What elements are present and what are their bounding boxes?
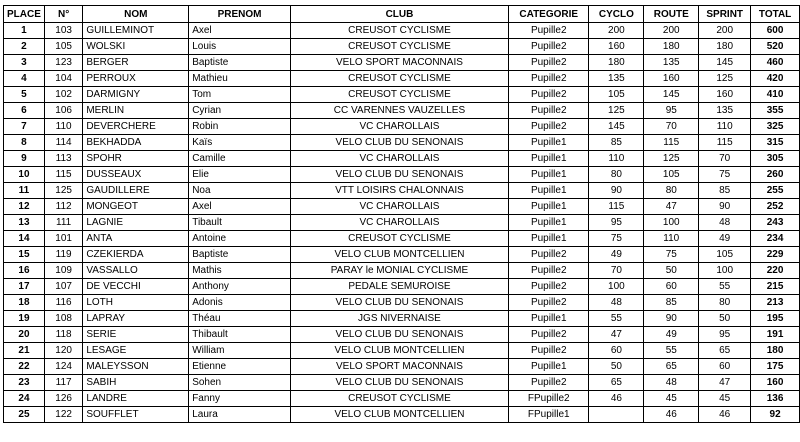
sprint-cell: 135: [699, 103, 751, 119]
place-cell: 16: [4, 263, 45, 279]
sprint-cell: 50: [699, 311, 751, 327]
categorie-cell: Pupille1: [509, 215, 589, 231]
col-number-header: N°: [44, 6, 82, 23]
table-row: [4, 151, 800, 167]
place-cell: 9: [4, 151, 45, 167]
nom-cell: SABIH: [83, 375, 189, 391]
nom-cell: BEKHADDA: [83, 135, 189, 151]
club-cell: CREUSOT CYCLISME: [290, 71, 508, 87]
total-cell: 234: [751, 231, 800, 247]
col-sprint-header: SPRINT: [699, 6, 751, 23]
total-cell: 220: [751, 263, 800, 279]
place-cell: 23: [4, 375, 45, 391]
total-cell: 460: [751, 55, 800, 71]
sprint-cell: 115: [699, 135, 751, 151]
total-cell: 229: [751, 247, 800, 263]
categorie-cell: Pupille2: [509, 279, 589, 295]
cyclo-cell: 100: [589, 279, 644, 295]
cyclo-cell: 160: [589, 39, 644, 55]
nom-cell: SPOHR: [83, 151, 189, 167]
categorie-cell: Pupille1: [509, 199, 589, 215]
place-cell: 13: [4, 215, 45, 231]
prenom-cell: Louis: [189, 39, 291, 55]
place-cell: 25: [4, 407, 45, 423]
cyclo-cell: 115: [589, 199, 644, 215]
nom-cell: LAPRAY: [83, 311, 189, 327]
total-cell: 355: [751, 103, 800, 119]
prenom-cell: Axel: [189, 23, 291, 39]
route-cell: 105: [644, 167, 699, 183]
number-cell: 108: [44, 311, 82, 327]
categorie-cell: Pupille1: [509, 359, 589, 375]
nom-cell: MERLIN: [83, 103, 189, 119]
club-cell: VELO SPORT MACONNAIS: [290, 359, 508, 375]
total-cell: 92: [751, 407, 800, 423]
categorie-cell: Pupille2: [509, 39, 589, 55]
total-cell: 175: [751, 359, 800, 375]
sprint-cell: 160: [699, 87, 751, 103]
categorie-cell: Pupille2: [509, 55, 589, 71]
col-total-header: TOTAL: [751, 6, 800, 23]
categorie-cell: Pupille2: [509, 327, 589, 343]
categorie-cell: Pupille2: [509, 247, 589, 263]
col-categorie-header: CATEGORIE: [509, 6, 589, 23]
number-cell: 103: [44, 23, 82, 39]
place-cell: 5: [4, 87, 45, 103]
route-cell: 95: [644, 103, 699, 119]
cyclo-cell: 49: [589, 247, 644, 263]
table-row: [4, 167, 800, 183]
route-cell: 48: [644, 375, 699, 391]
table-body: [4, 23, 800, 423]
club-cell: PARAY le MONIAL CYCLISME: [290, 263, 508, 279]
route-cell: 115: [644, 135, 699, 151]
number-cell: 124: [44, 359, 82, 375]
prenom-cell: Baptiste: [189, 247, 291, 263]
prenom-cell: Cyrian: [189, 103, 291, 119]
nom-cell: LOTH: [83, 295, 189, 311]
route-cell: 90: [644, 311, 699, 327]
categorie-cell: Pupille1: [509, 151, 589, 167]
total-cell: 600: [751, 23, 800, 39]
number-cell: 109: [44, 263, 82, 279]
route-cell: 45: [644, 391, 699, 407]
cyclo-cell: 70: [589, 263, 644, 279]
table-row: [4, 359, 800, 375]
col-cyclo-header: CYCLO: [589, 6, 644, 23]
total-cell: 260: [751, 167, 800, 183]
sprint-cell: 65: [699, 343, 751, 359]
place-cell: 15: [4, 247, 45, 263]
total-cell: 410: [751, 87, 800, 103]
sprint-cell: 180: [699, 39, 751, 55]
categorie-cell: Pupille2: [509, 295, 589, 311]
route-cell: 180: [644, 39, 699, 55]
prenom-cell: Axel: [189, 199, 291, 215]
club-cell: PEDALE SEMUROISE: [290, 279, 508, 295]
number-cell: 102: [44, 87, 82, 103]
club-cell: VELO CLUB DU SENONAIS: [290, 327, 508, 343]
prenom-cell: Antoine: [189, 231, 291, 247]
number-cell: 119: [44, 247, 82, 263]
club-cell: VELO CLUB DU SENONAIS: [290, 135, 508, 151]
total-cell: 160: [751, 375, 800, 391]
categorie-cell: Pupille1: [509, 231, 589, 247]
club-cell: VELO CLUB MONTCELLIEN: [290, 343, 508, 359]
place-cell: 24: [4, 391, 45, 407]
route-cell: 125: [644, 151, 699, 167]
nom-cell: DEVERCHERE: [83, 119, 189, 135]
club-cell: CREUSOT CYCLISME: [290, 391, 508, 407]
place-cell: 18: [4, 295, 45, 311]
cyclo-cell: 90: [589, 183, 644, 199]
cyclo-cell: 125: [589, 103, 644, 119]
cyclo-cell: 60: [589, 343, 644, 359]
club-cell: VELO CLUB DU SENONAIS: [290, 375, 508, 391]
nom-cell: WOLSKI: [83, 39, 189, 55]
table-row: [4, 199, 800, 215]
prenom-cell: Mathieu: [189, 71, 291, 87]
table-row: [4, 231, 800, 247]
table-row: [4, 135, 800, 151]
prenom-cell: Fanny: [189, 391, 291, 407]
route-cell: 65: [644, 359, 699, 375]
place-cell: 20: [4, 327, 45, 343]
table-row: [4, 327, 800, 343]
route-cell: 70: [644, 119, 699, 135]
sprint-cell: 46: [699, 407, 751, 423]
nom-cell: SERIE: [83, 327, 189, 343]
number-cell: 120: [44, 343, 82, 359]
number-cell: 126: [44, 391, 82, 407]
categorie-cell: Pupille1: [509, 167, 589, 183]
table-row: [4, 183, 800, 199]
categorie-cell: Pupille2: [509, 71, 589, 87]
club-cell: VELO CLUB DU SENONAIS: [290, 167, 508, 183]
sprint-cell: 85: [699, 183, 751, 199]
place-cell: 12: [4, 199, 45, 215]
col-nom-header: NOM: [83, 6, 189, 23]
route-cell: 46: [644, 407, 699, 423]
place-cell: 11: [4, 183, 45, 199]
route-cell: 100: [644, 215, 699, 231]
nom-cell: PERROUX: [83, 71, 189, 87]
nom-cell: DUSSEAUX: [83, 167, 189, 183]
categorie-cell: Pupille2: [509, 263, 589, 279]
prenom-cell: Adonis: [189, 295, 291, 311]
sprint-cell: 47: [699, 375, 751, 391]
number-cell: 116: [44, 295, 82, 311]
prenom-cell: Kaïs: [189, 135, 291, 151]
club-cell: VELO CLUB MONTCELLIEN: [290, 247, 508, 263]
number-cell: 125: [44, 183, 82, 199]
route-cell: 85: [644, 295, 699, 311]
club-cell: VTT LOISIRS CHALONNAIS: [290, 183, 508, 199]
number-cell: 114: [44, 135, 82, 151]
cyclo-cell: 95: [589, 215, 644, 231]
nom-cell: BERGER: [83, 55, 189, 71]
categorie-cell: Pupille1: [509, 135, 589, 151]
categorie-cell: FPupille2: [509, 391, 589, 407]
prenom-cell: Laura: [189, 407, 291, 423]
number-cell: 112: [44, 199, 82, 215]
route-cell: 55: [644, 343, 699, 359]
cyclo-cell: 180: [589, 55, 644, 71]
nom-cell: DARMIGNY: [83, 87, 189, 103]
club-cell: JGS NIVERNAISE: [290, 311, 508, 327]
prenom-cell: Anthony: [189, 279, 291, 295]
total-cell: 255: [751, 183, 800, 199]
prenom-cell: Sohen: [189, 375, 291, 391]
place-cell: 22: [4, 359, 45, 375]
table-row: [4, 391, 800, 407]
table-row: [4, 295, 800, 311]
cyclo-cell: 200: [589, 23, 644, 39]
categorie-cell: Pupille2: [509, 119, 589, 135]
route-cell: 47: [644, 199, 699, 215]
number-cell: 115: [44, 167, 82, 183]
number-cell: 118: [44, 327, 82, 343]
categorie-cell: Pupille1: [509, 183, 589, 199]
nom-cell: DE VECCHI: [83, 279, 189, 295]
total-cell: 252: [751, 199, 800, 215]
nom-cell: LANDRE: [83, 391, 189, 407]
prenom-cell: Théau: [189, 311, 291, 327]
total-cell: 191: [751, 327, 800, 343]
cyclo-cell: 135: [589, 71, 644, 87]
club-cell: CREUSOT CYCLISME: [290, 23, 508, 39]
club-cell: VC CHAROLLAIS: [290, 119, 508, 135]
results-table: [3, 5, 800, 423]
table-row: [4, 87, 800, 103]
total-cell: 180: [751, 343, 800, 359]
cyclo-cell: 145: [589, 119, 644, 135]
cyclo-cell: 65: [589, 375, 644, 391]
club-cell: CREUSOT CYCLISME: [290, 87, 508, 103]
number-cell: 107: [44, 279, 82, 295]
categorie-cell: Pupille2: [509, 343, 589, 359]
prenom-cell: Tibault: [189, 215, 291, 231]
club-cell: VELO SPORT MACONNAIS: [290, 55, 508, 71]
sprint-cell: 70: [699, 151, 751, 167]
nom-cell: LAGNIE: [83, 215, 189, 231]
sprint-cell: 200: [699, 23, 751, 39]
place-cell: 21: [4, 343, 45, 359]
table-row: [4, 55, 800, 71]
sprint-cell: 60: [699, 359, 751, 375]
prenom-cell: Mathis: [189, 263, 291, 279]
col-place-header: PLACE: [4, 6, 45, 23]
categorie-cell: Pupille2: [509, 23, 589, 39]
cyclo-cell: 46: [589, 391, 644, 407]
club-cell: VC CHAROLLAIS: [290, 199, 508, 215]
col-route-header: ROUTE: [644, 6, 699, 23]
place-cell: 19: [4, 311, 45, 327]
club-cell: VC CHAROLLAIS: [290, 151, 508, 167]
nom-cell: GAUDILLERE: [83, 183, 189, 199]
sprint-cell: 145: [699, 55, 751, 71]
place-cell: 7: [4, 119, 45, 135]
route-cell: 145: [644, 87, 699, 103]
total-cell: 315: [751, 135, 800, 151]
number-cell: 101: [44, 231, 82, 247]
categorie-cell: Pupille1: [509, 311, 589, 327]
sprint-cell: 95: [699, 327, 751, 343]
table-row: [4, 343, 800, 359]
number-cell: 106: [44, 103, 82, 119]
sprint-cell: 75: [699, 167, 751, 183]
route-cell: 160: [644, 71, 699, 87]
table-row: [4, 215, 800, 231]
nom-cell: CZEKIERDA: [83, 247, 189, 263]
club-cell: CREUSOT CYCLISME: [290, 231, 508, 247]
cyclo-cell: 75: [589, 231, 644, 247]
sprint-cell: 49: [699, 231, 751, 247]
total-cell: 520: [751, 39, 800, 55]
place-cell: 10: [4, 167, 45, 183]
table-row: [4, 407, 800, 423]
table-row: [4, 263, 800, 279]
route-cell: 60: [644, 279, 699, 295]
cyclo-cell: 48: [589, 295, 644, 311]
route-cell: 110: [644, 231, 699, 247]
route-cell: 200: [644, 23, 699, 39]
total-cell: 213: [751, 295, 800, 311]
nom-cell: GUILLEMINOT: [83, 23, 189, 39]
club-cell: VC CHAROLLAIS: [290, 215, 508, 231]
total-cell: 195: [751, 311, 800, 327]
number-cell: 123: [44, 55, 82, 71]
cyclo-cell: 55: [589, 311, 644, 327]
prenom-cell: Robin: [189, 119, 291, 135]
table-row: [4, 279, 800, 295]
cyclo-cell: 105: [589, 87, 644, 103]
sprint-cell: 80: [699, 295, 751, 311]
total-cell: 325: [751, 119, 800, 135]
categorie-cell: Pupille2: [509, 103, 589, 119]
categorie-cell: Pupille2: [509, 87, 589, 103]
club-cell: VELO CLUB MONTCELLIEN: [290, 407, 508, 423]
sprint-cell: 105: [699, 247, 751, 263]
place-cell: 4: [4, 71, 45, 87]
place-cell: 3: [4, 55, 45, 71]
col-club-header: CLUB: [290, 6, 508, 23]
club-cell: CREUSOT CYCLISME: [290, 39, 508, 55]
place-cell: 2: [4, 39, 45, 55]
total-cell: 136: [751, 391, 800, 407]
prenom-cell: Baptiste: [189, 55, 291, 71]
cyclo-cell: [589, 407, 644, 423]
table-row: [4, 375, 800, 391]
prenom-cell: Tom: [189, 87, 291, 103]
sprint-cell: 110: [699, 119, 751, 135]
table-row: [4, 71, 800, 87]
cyclo-cell: 80: [589, 167, 644, 183]
cyclo-cell: 110: [589, 151, 644, 167]
cyclo-cell: 50: [589, 359, 644, 375]
table-row: [4, 39, 800, 55]
sprint-cell: 55: [699, 279, 751, 295]
col-prenom-header: PRENOM: [189, 6, 291, 23]
number-cell: 104: [44, 71, 82, 87]
total-cell: 215: [751, 279, 800, 295]
sprint-cell: 45: [699, 391, 751, 407]
club-cell: VELO CLUB DU SENONAIS: [290, 295, 508, 311]
prenom-cell: Etienne: [189, 359, 291, 375]
prenom-cell: William: [189, 343, 291, 359]
place-cell: 6: [4, 103, 45, 119]
prenom-cell: Noa: [189, 183, 291, 199]
cyclo-cell: 47: [589, 327, 644, 343]
route-cell: 135: [644, 55, 699, 71]
total-cell: 420: [751, 71, 800, 87]
table-row: [4, 119, 800, 135]
number-cell: 111: [44, 215, 82, 231]
number-cell: 110: [44, 119, 82, 135]
total-cell: 243: [751, 215, 800, 231]
nom-cell: SOUFFLET: [83, 407, 189, 423]
table-row: [4, 103, 800, 119]
nom-cell: ANTA: [83, 231, 189, 247]
number-cell: 122: [44, 407, 82, 423]
cyclo-cell: 85: [589, 135, 644, 151]
place-cell: 1: [4, 23, 45, 39]
route-cell: 80: [644, 183, 699, 199]
table-row: [4, 311, 800, 327]
number-cell: 117: [44, 375, 82, 391]
prenom-cell: Elie: [189, 167, 291, 183]
nom-cell: LESAGE: [83, 343, 189, 359]
sprint-cell: 100: [699, 263, 751, 279]
categorie-cell: FPupille1: [509, 407, 589, 423]
sprint-cell: 48: [699, 215, 751, 231]
prenom-cell: Camille: [189, 151, 291, 167]
nom-cell: MONGEOT: [83, 199, 189, 215]
place-cell: 14: [4, 231, 45, 247]
table-row: [4, 23, 800, 39]
place-cell: 17: [4, 279, 45, 295]
number-cell: 113: [44, 151, 82, 167]
club-cell: CC VARENNES VAUZELLES: [290, 103, 508, 119]
sprint-cell: 125: [699, 71, 751, 87]
nom-cell: MALEYSSON: [83, 359, 189, 375]
categorie-cell: Pupille2: [509, 375, 589, 391]
sprint-cell: 90: [699, 199, 751, 215]
place-cell: 8: [4, 135, 45, 151]
nom-cell: VASSALLO: [83, 263, 189, 279]
number-cell: 105: [44, 39, 82, 55]
route-cell: 50: [644, 263, 699, 279]
route-cell: 75: [644, 247, 699, 263]
table-row: [4, 247, 800, 263]
total-cell: 305: [751, 151, 800, 167]
prenom-cell: Thibault: [189, 327, 291, 343]
route-cell: 49: [644, 327, 699, 343]
header-row: [4, 6, 800, 23]
